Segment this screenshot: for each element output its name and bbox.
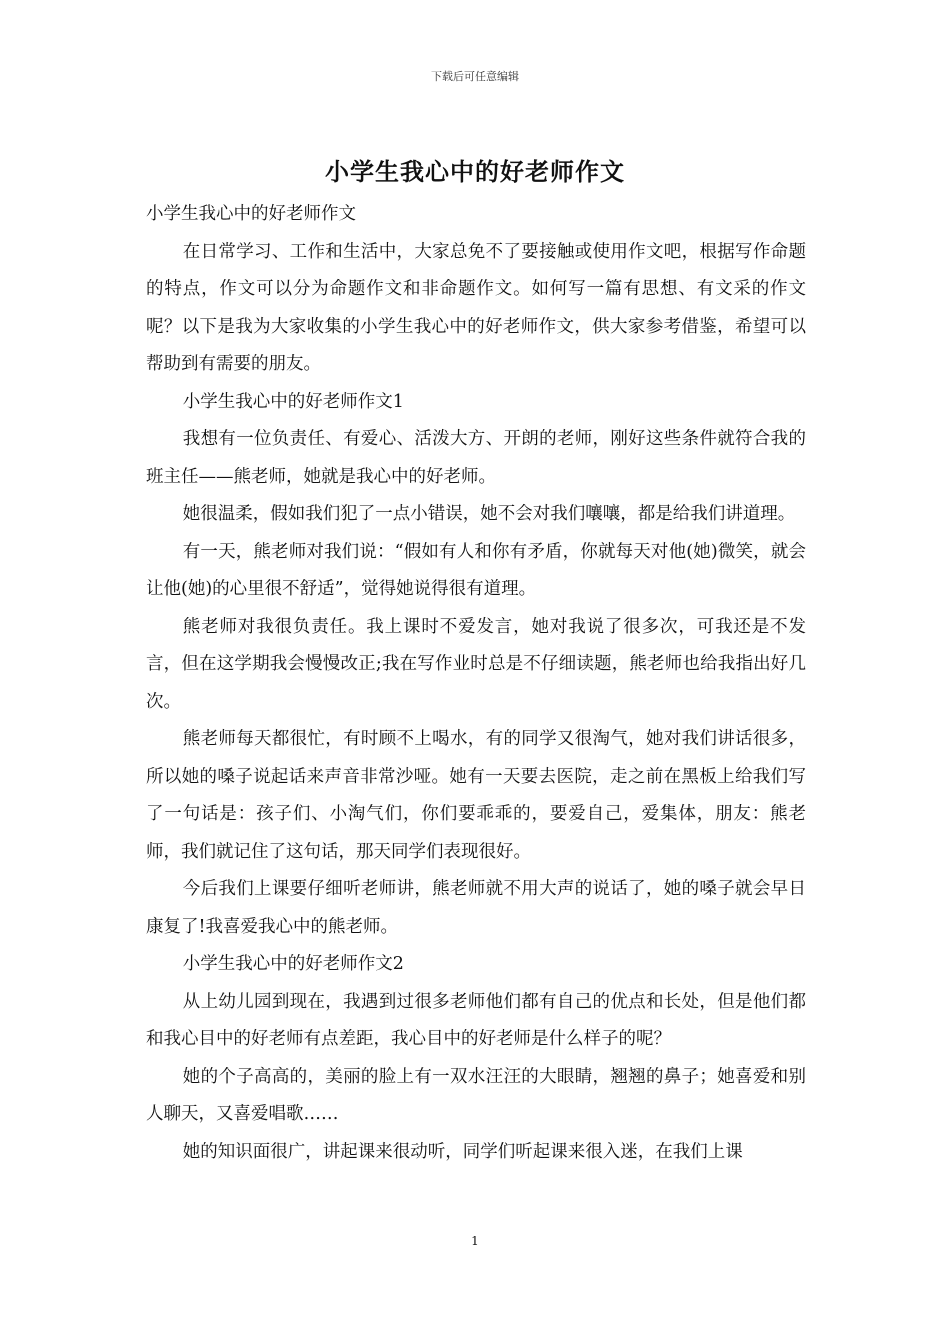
paragraph: 从上幼儿园到现在，我遇到过很多老师他们都有自己的优点和长处，但是他们都和我心目中的好老师有点差距，我心目中的好老师是什么样子的呢？ <box>146 991 806 1049</box>
paragraph: 她的个子高高的，美丽的脸上有一双水汪汪的大眼睛，翘翘的鼻子；她喜爱和别人聊天，又喜爱唱歌…… <box>146 1066 806 1124</box>
page-number: 1 <box>471 1234 479 1248</box>
paragraph: 熊老师每天都很忙，有时顾不上喝水，有的同学又很淘气，她对我们讲话很多，所以她的嗓子说起话来声音非常沙哑。她有一天要去医院，走之前在黑板上给我们写了一句话是：孩子们、小淘气们，你们要乖乖的，要爱自己，爱集体，朋友：熊老师，我们就记住了这句话，那天同学们表现很好。 <box>146 729 806 862</box>
paragraph: 有一天，熊老师对我们说：“假如有人和你有矛盾，你就每天对他(她)微笑，就会让他(她)的心里很不舒适”，觉得她说得很有道理。 <box>146 541 806 599</box>
section-heading: 小学生我心中的好老师作文1 <box>182 391 404 412</box>
header-note: 下载后可任意编辑 <box>431 70 519 83</box>
paragraph: 她的知识面很广，讲起课来很动听，同学们听起课来很入迷，在我们上课 <box>182 1141 743 1162</box>
paragraph: 在日常学习、工作和生活中，大家总免不了要接触或使用作文吧，根据写作命题的特点，作文可以分为命题作文和非命题作文。如何写一篇有思想、有文采的作文呢？以下是我为大家收集的小学生我心中的好老师作文，供大家参考借鉴，希望可以帮助到有需要的朋友。 <box>146 241 806 374</box>
document-body <box>146 196 806 1171</box>
paragraph-subtitle: 小学生我心中的好老师作文 <box>146 204 356 224</box>
paragraph: 今后我们上课要仔细听老师讲，熊老师就不用大声的说话了，她的嗓子就会早日康复了!我喜爱我心中的熊老师。 <box>146 879 806 937</box>
section-heading: 小学生我心中的好老师作文2 <box>182 954 404 974</box>
document-title: 小学生我心中的好老师作文 <box>325 157 625 186</box>
paragraph: 熊老师对我很负责任。我上课时不爱发言，她对我说了很多次，可我还是不发言，但在这学期我会慢慢改正;我在写作业时总是不仔细读题，熊老师也给我指出好几次。 <box>146 616 806 712</box>
paragraph: 她很温柔，假如我们犯了一点小错误，她不会对我们嚷嚷，都是给我们讲道理。 <box>182 504 796 524</box>
paragraph: 我想有一位负责任、有爱心、活泼大方、开朗的老师，刚好这些条件就符合我的班主任——熊老师，她就是我心中的好老师。 <box>146 429 806 487</box>
